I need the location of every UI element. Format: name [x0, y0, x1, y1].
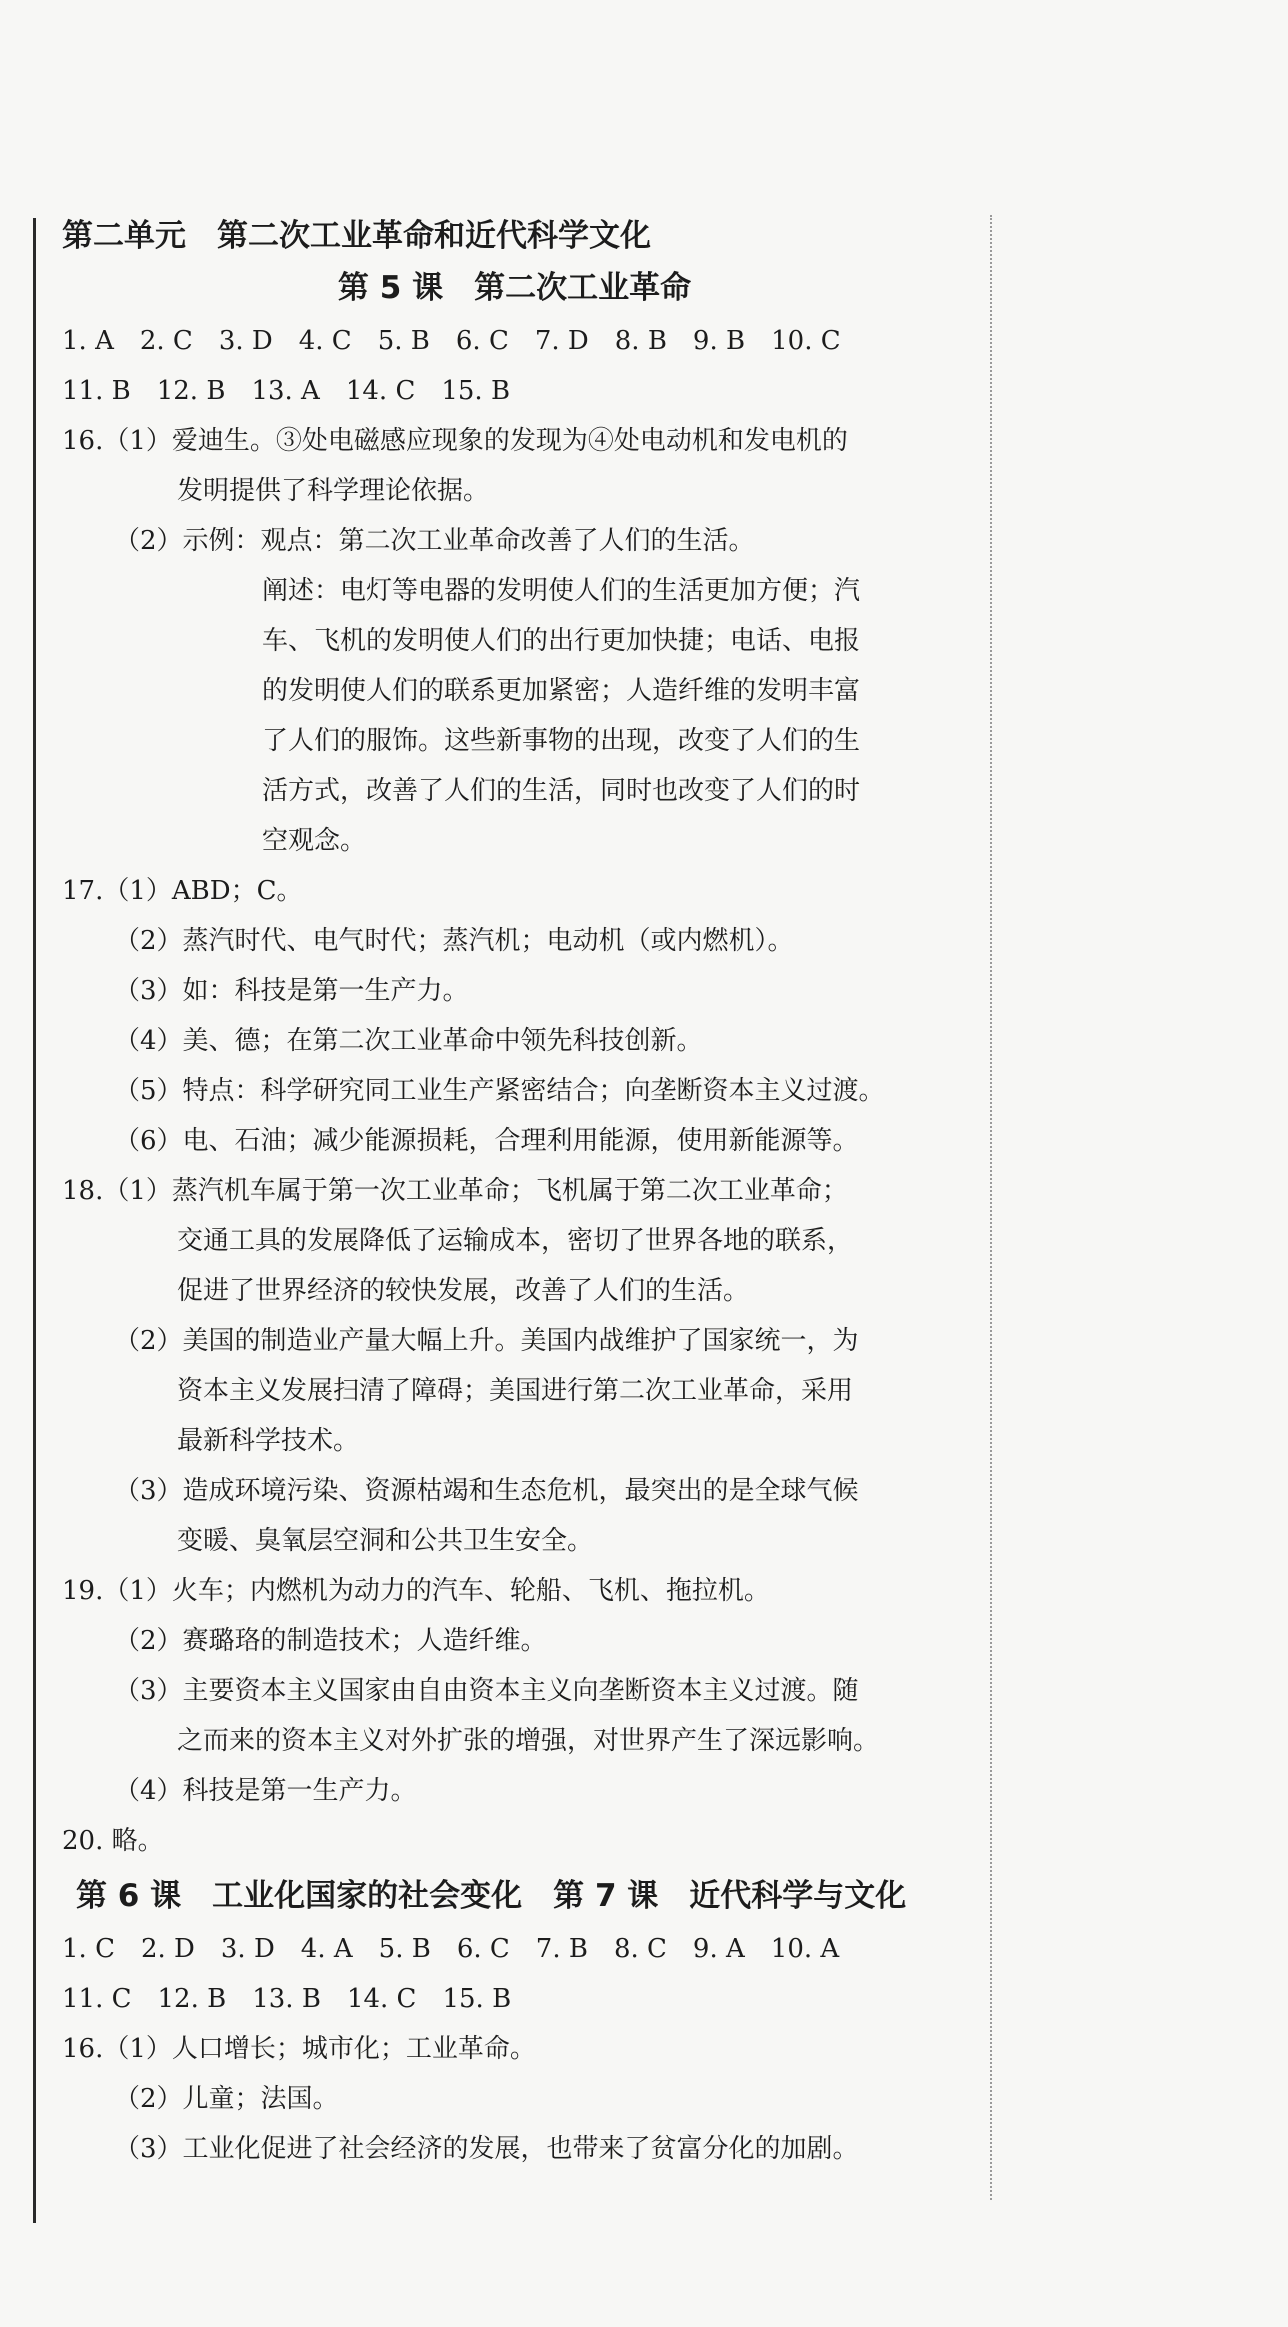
answer-line: 促进了世界经济的较快发展，改善了人们的生活。	[177, 1276, 750, 1306]
answer-line: 活方式，改善了人们的生活，同时也改变了人们的时	[262, 776, 861, 806]
answer-line: 之而来的资本主义对外扩张的增强，对世界产生了深远影响。	[177, 1726, 880, 1756]
answer-line: 空观念。	[262, 826, 367, 856]
answer-key-column	[62, 212, 967, 2174]
answer-line: （3）主要资本主义国家由自由资本主义向垄断资本主义过渡。随	[114, 1676, 859, 1706]
unit-title: 第二单元 第二次工业革命和近代科学文化	[62, 218, 651, 254]
answer-line: 1. C 2. D 3. D 4. A 5. B 6. C 7. B 8. C 9. A 10. A	[62, 1934, 840, 1964]
answer-line: 交通工具的发展降低了运输成本，密切了世界各地的联系，	[177, 1226, 854, 1256]
answer-line: （5）特点：科学研究同工业生产紧密结合；向垄断资本主义过渡。	[114, 1076, 885, 1106]
lesson-5-answers	[62, 316, 967, 1866]
answer-line: 20. 略。	[62, 1826, 164, 1856]
lesson-6-7-title: 第 6 课 工业化国家的社会变化 第 7 课 近代科学与文化	[76, 1878, 907, 1914]
answer-line: （2）蒸汽时代、电气时代；蒸汽机；电动机（或内燃机）。	[114, 926, 794, 956]
answer-line: （4）美、德；在第二次工业革命中领先科技创新。	[114, 1026, 703, 1056]
answer-line: 的发明使人们的联系更加紧密；人造纤维的发明丰富	[262, 676, 861, 706]
right-dotted-cut-line	[990, 215, 992, 2200]
lesson-6-7-answers	[62, 1924, 967, 2174]
answer-line: 18.（1）蒸汽机车属于第一次工业革命；飞机属于第二次工业革命；	[62, 1176, 848, 1206]
answer-line: （3）造成环境污染、资源枯竭和生态危机，最突出的是全球气候	[114, 1476, 859, 1506]
answer-line: （3）如：科技是第一生产力。	[114, 976, 469, 1006]
answer-line: 变暖、臭氧层空洞和公共卫生安全。	[177, 1526, 594, 1556]
answer-line: （3）工业化促进了社会经济的发展，也带来了贫富分化的加剧。	[114, 2134, 859, 2164]
answer-line: 17.（1）ABD；C。	[62, 876, 303, 906]
answer-line: 1. A 2. C 3. D 4. C 5. B 6. C 7. D 8. B 9. B 10. C	[62, 326, 841, 356]
lesson-5-title: 第 5 课 第二次工业革命	[337, 270, 692, 306]
answer-line: 阐述：电灯等电器的发明使人们的生活更加方便；汽	[262, 576, 861, 606]
answer-line: （2）儿童；法国。	[114, 2084, 339, 2114]
answer-line: （4）科技是第一生产力。	[114, 1776, 417, 1806]
answer-line: （2）示例：观点：第二次工业革命改善了人们的生活。	[114, 526, 755, 556]
answer-line: 车、飞机的发明使人们的出行更加快捷；电话、电报	[262, 626, 861, 656]
answer-line: （2）美国的制造业产量大幅上升。美国内战维护了国家统一，为	[114, 1326, 859, 1356]
answer-line: 16.（1）人口增长；城市化；工业革命。	[62, 2034, 536, 2064]
answer-line: （2）赛璐珞的制造技术；人造纤维。	[114, 1626, 547, 1656]
answer-line: 11. C 12. B 13. B 14. C 15. B	[62, 1984, 512, 2014]
answer-line: 发明提供了科学理论依据。	[177, 476, 490, 506]
answer-line: 19.（1）火车；内燃机为动力的汽车、轮船、飞机、拖拉机。	[62, 1576, 770, 1606]
answer-line: 最新科学技术。	[177, 1426, 360, 1456]
left-margin-rule	[33, 218, 36, 2223]
answer-line: 了人们的服饰。这些新事物的出现，改变了人们的生	[262, 726, 861, 756]
answer-line: 资本主义发展扫清了障碍；美国进行第二次工业革命，采用	[177, 1376, 854, 1406]
answer-line: （6）电、石油；减少能源损耗，合理利用能源，使用新能源等。	[114, 1126, 859, 1156]
answer-line: 11. B 12. B 13. A 14. C 15. B	[62, 376, 511, 406]
answer-line: 16.（1）爱迪生。③处电磁感应现象的发现为④处电动机和发电机的	[62, 426, 848, 456]
